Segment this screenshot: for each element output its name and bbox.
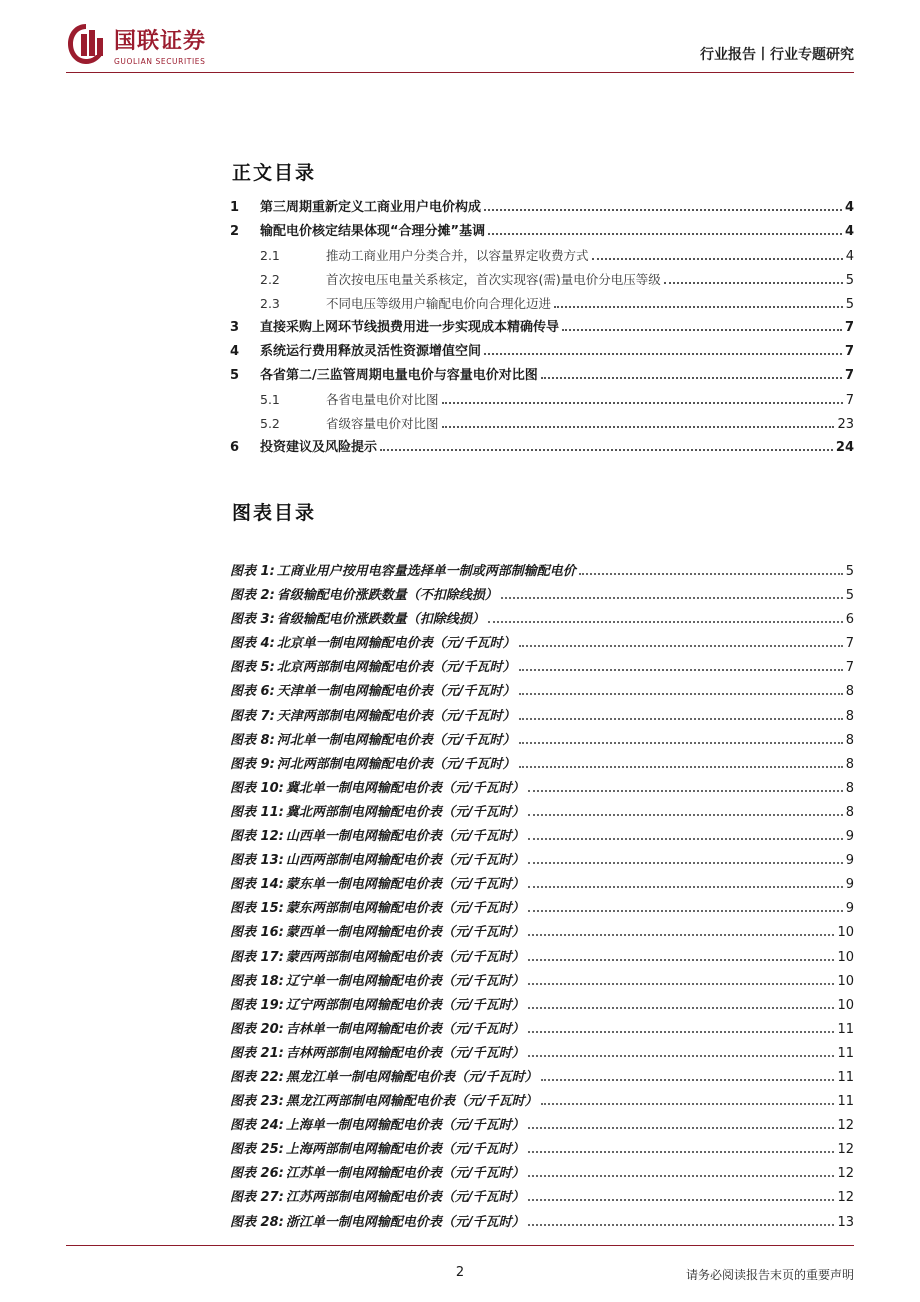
figure-entry-label: 图表 1: bbox=[230, 564, 275, 579]
figure-entry-page: 10 bbox=[837, 997, 854, 1013]
footer-divider bbox=[66, 1245, 854, 1246]
figure-entry[interactable] bbox=[230, 705, 854, 729]
figure-entry[interactable] bbox=[230, 680, 854, 704]
dot-leader bbox=[519, 645, 843, 647]
toc-entry-number: 1 bbox=[230, 200, 240, 215]
figure-entry[interactable] bbox=[230, 825, 854, 849]
figure-entry[interactable] bbox=[230, 632, 854, 656]
figure-entry-page: 8 bbox=[845, 732, 854, 748]
toc-entry-number: 6 bbox=[230, 440, 240, 455]
figure-entry-label: 图表 4: bbox=[230, 636, 275, 652]
figure-entry[interactable] bbox=[230, 1114, 854, 1138]
toc-entry-page: 4 bbox=[845, 249, 854, 264]
dot-leader bbox=[541, 1079, 835, 1081]
figure-entry-page: 8 bbox=[845, 756, 854, 772]
dot-leader bbox=[528, 983, 835, 985]
toc-entry-title: 输配电价核定结果体现“合理分摊”基调 bbox=[260, 224, 486, 239]
dot-leader bbox=[528, 1224, 835, 1226]
figure-entry-page: 8 bbox=[845, 708, 854, 724]
figure-entry-page: 9 bbox=[845, 853, 854, 869]
dot-leader bbox=[484, 353, 842, 355]
toc-entry-number: 2.1 bbox=[260, 248, 280, 263]
figure-entry[interactable] bbox=[230, 1138, 854, 1162]
toc-entry-page: 24 bbox=[835, 440, 854, 455]
figure-entry-label: 图表 23: bbox=[230, 1094, 284, 1110]
toc-entry[interactable] bbox=[230, 292, 854, 316]
figure-entry-label: 图表 10: bbox=[230, 780, 284, 796]
figure-entry-page: 8 bbox=[845, 804, 854, 820]
toc-entry-number: 3 bbox=[230, 320, 240, 335]
figure-entry-label: 图表 27: bbox=[230, 1190, 284, 1206]
figure-entry-label: 图表 20: bbox=[230, 1021, 284, 1037]
figure-entry-title: 河北两部制电网输配电价表（元/千瓦时） bbox=[276, 756, 516, 772]
dot-leader bbox=[528, 1031, 835, 1033]
figure-entry-title: 冀北两部制电网输配电价表（元/千瓦时） bbox=[285, 804, 525, 820]
header-divider bbox=[66, 72, 854, 73]
figure-entry-label: 图表 12: bbox=[230, 829, 284, 845]
figure-entry-label: 图表 3: bbox=[230, 612, 275, 628]
figure-entry-label: 图表 18: bbox=[230, 973, 284, 989]
toc-entry-title: 首次按电压电量关系核定，首次实现容(需)量电价分电压等级 bbox=[326, 272, 661, 287]
dot-leader bbox=[528, 886, 843, 888]
toc-entry[interactable] bbox=[230, 364, 854, 388]
figure-entry[interactable] bbox=[230, 849, 854, 873]
toc-entry-title: 系统运行费用释放灵活性资源增值空间 bbox=[260, 344, 482, 359]
figure-entry-title: 黑龙江两部制电网输配电价表（元/千瓦时） bbox=[285, 1094, 538, 1110]
figure-entry-label: 图表 22: bbox=[230, 1069, 284, 1085]
figure-entry[interactable] bbox=[230, 970, 854, 994]
figure-entry[interactable] bbox=[230, 1090, 854, 1114]
figure-entry[interactable] bbox=[230, 777, 854, 801]
toc-entry-title: 推动工商业用户分类合并，以容量界定收费方式 bbox=[326, 248, 589, 263]
figure-entry-page: 13 bbox=[837, 1214, 854, 1230]
figure-entry-page: 12 bbox=[837, 1118, 854, 1134]
figure-entry-page: 5 bbox=[845, 564, 854, 579]
toc-heading: 正文目录 bbox=[232, 162, 317, 184]
dot-leader bbox=[528, 838, 843, 840]
figure-entry-label: 图表 14: bbox=[230, 877, 284, 893]
figure-entry-page: 10 bbox=[837, 973, 854, 989]
figure-entry-label: 图表 25: bbox=[230, 1142, 284, 1158]
figure-entry-label: 图表 2: bbox=[230, 588, 275, 604]
toc-entry-page: 23 bbox=[837, 417, 854, 432]
toc-entry-page: 5 bbox=[845, 297, 854, 312]
toc-entry[interactable] bbox=[230, 340, 854, 364]
dot-leader bbox=[528, 1175, 835, 1177]
page-number: 2 bbox=[455, 1265, 465, 1280]
figure-entry[interactable] bbox=[230, 1018, 854, 1042]
figure-entry-page: 11 bbox=[837, 1021, 854, 1037]
toc-entry-page: 4 bbox=[844, 200, 854, 215]
dot-leader bbox=[519, 766, 843, 768]
toc-list bbox=[230, 196, 854, 460]
figure-entry-title: 天津两部制电网输配电价表（元/千瓦时） bbox=[276, 708, 516, 724]
figure-entry-page: 7 bbox=[845, 636, 854, 652]
figure-entry[interactable] bbox=[230, 1042, 854, 1066]
dot-leader bbox=[528, 862, 843, 864]
toc-entry[interactable] bbox=[230, 196, 854, 220]
toc-entry-title: 投资建议及风险提示 bbox=[260, 440, 378, 455]
figure-entry-title: 省级输配电价涨跌数量（扣除线损） bbox=[276, 612, 485, 628]
figure-entry-label: 图表 13: bbox=[230, 853, 284, 869]
figure-entry[interactable] bbox=[230, 946, 854, 970]
figure-entry[interactable] bbox=[230, 897, 854, 921]
toc-entry-number: 5.1 bbox=[260, 392, 280, 407]
toc-entry-page: 4 bbox=[844, 224, 854, 239]
toc-entry-title: 省级容量电价对比图 bbox=[326, 416, 439, 431]
figure-entry[interactable] bbox=[230, 656, 854, 680]
figure-entry-title: 山西单一制电网输配电价表（元/千瓦时） bbox=[285, 829, 525, 845]
figure-entry-label: 图表 24: bbox=[230, 1118, 284, 1134]
figure-entry-title: 上海单一制电网输配电价表（元/千瓦时） bbox=[285, 1118, 525, 1134]
toc-entry-number: 2.2 bbox=[260, 272, 280, 287]
figure-entry-title: 吉林两部制电网输配电价表（元/千瓦时） bbox=[285, 1045, 525, 1061]
toc-entry-title: 各省第二/三监管周期电量电价与容量电价对比图 bbox=[260, 368, 538, 383]
toc-entry[interactable] bbox=[230, 220, 854, 244]
figure-entry-title: 北京两部制电网输配电价表（元/千瓦时） bbox=[276, 660, 516, 676]
toc-entry-title: 直接采购上网环节线损费用进一步实现成本精确传导 bbox=[260, 320, 560, 335]
toc-entry-number: 5.2 bbox=[260, 416, 280, 431]
figure-entry-title: 冀北单一制电网输配电价表（元/千瓦时） bbox=[285, 780, 525, 796]
figure-entry-title: 天津单一制电网输配电价表（元/千瓦时） bbox=[276, 684, 516, 700]
toc-entry[interactable] bbox=[230, 244, 854, 268]
toc-entry[interactable] bbox=[230, 412, 854, 436]
figure-entry-page: 11 bbox=[837, 1069, 854, 1085]
figure-entry-title: 江苏单一制电网输配电价表（元/千瓦时） bbox=[285, 1166, 525, 1182]
figure-entry-page: 8 bbox=[845, 780, 854, 796]
figure-entry[interactable] bbox=[230, 1162, 854, 1186]
figure-entry-page: 12 bbox=[837, 1166, 854, 1182]
figure-entry-title: 辽宁单一制电网输配电价表（元/千瓦时） bbox=[285, 973, 525, 989]
figure-entry-title: 省级输配电价涨跌数量（不扣除线损） bbox=[276, 588, 498, 604]
figure-entry-label: 图表 5: bbox=[230, 660, 275, 676]
dot-leader bbox=[562, 329, 842, 331]
figure-entry-page: 6 bbox=[845, 612, 854, 628]
figures-heading: 图表目录 bbox=[232, 502, 317, 524]
figure-entry[interactable] bbox=[230, 873, 854, 897]
brand bbox=[114, 30, 206, 66]
figure-entry[interactable] bbox=[230, 801, 854, 825]
dot-leader bbox=[519, 669, 843, 671]
toc-entry-number: 2.3 bbox=[260, 296, 280, 311]
dot-leader bbox=[488, 621, 843, 623]
figure-entry-title: 浙江单一制电网输配电价表（元/千瓦时） bbox=[285, 1214, 525, 1230]
toc-entry-title: 各省电量电价对比图 bbox=[326, 392, 439, 407]
dot-leader bbox=[541, 377, 842, 379]
figure-entry[interactable] bbox=[230, 584, 854, 608]
figure-entry-label: 图表 28: bbox=[230, 1214, 284, 1230]
dot-leader bbox=[519, 718, 843, 720]
dot-leader bbox=[541, 1103, 835, 1105]
figure-entry[interactable] bbox=[230, 921, 854, 945]
dot-leader bbox=[519, 693, 843, 695]
figure-entry-title: 河北单一制电网输配电价表（元/千瓦时） bbox=[276, 732, 516, 748]
figure-entry[interactable] bbox=[230, 994, 854, 1018]
dot-leader bbox=[380, 449, 833, 451]
figure-entry-label: 图表 19: bbox=[230, 997, 284, 1013]
figure-entry-title: 上海两部制电网输配电价表（元/千瓦时） bbox=[285, 1142, 525, 1158]
figure-entry-page: 10 bbox=[837, 949, 854, 965]
figure-entry-label: 图表 26: bbox=[230, 1166, 284, 1182]
figure-entry-page: 9 bbox=[845, 829, 854, 845]
dot-leader bbox=[519, 742, 843, 744]
figure-entry-title: 蒙东两部制电网输配电价表（元/千瓦时） bbox=[285, 901, 525, 917]
dot-leader bbox=[442, 402, 843, 404]
figure-entry-label: 图表 21: bbox=[230, 1045, 284, 1061]
figure-entry-title: 吉林单一制电网输配电价表（元/千瓦时） bbox=[285, 1021, 525, 1037]
report-type: 行业报告丨行业专题研究 bbox=[700, 47, 854, 63]
brand-name-en: GUOLIAN SECURITIES bbox=[114, 57, 206, 66]
figure-entry-title: 黑龙江单一制电网输配电价表（元/千瓦时） bbox=[285, 1069, 538, 1085]
figure-entry-page: 10 bbox=[837, 925, 854, 941]
figure-entry-title: 蒙西两部制电网输配电价表（元/千瓦时） bbox=[285, 949, 525, 965]
dot-leader bbox=[528, 934, 835, 936]
disclaimer: 请务必阅读报告末页的重要声明 bbox=[685, 1268, 854, 1282]
figure-entry[interactable] bbox=[230, 729, 854, 753]
dot-leader bbox=[528, 1151, 835, 1153]
figure-entry[interactable] bbox=[230, 1066, 854, 1090]
figure-entry-title: 蒙东单一制电网输配电价表（元/千瓦时） bbox=[285, 877, 525, 893]
dot-leader bbox=[528, 790, 843, 792]
figure-entry-title: 工商业用户按用电容量选择单一制或两部制输配电价 bbox=[276, 564, 576, 579]
figures-list bbox=[230, 560, 854, 1235]
dot-leader bbox=[528, 1055, 835, 1057]
dot-leader bbox=[528, 1199, 835, 1201]
toc-entry-page: 7 bbox=[844, 344, 854, 359]
toc-entry-title: 不同电压等级用户输配电价向合理化迈进 bbox=[326, 296, 552, 311]
figure-entry-page: 11 bbox=[837, 1094, 854, 1110]
guolian-logo-icon bbox=[66, 22, 106, 66]
toc-entry[interactable] bbox=[230, 388, 854, 412]
brand-name-cn: 国联证券 bbox=[114, 29, 207, 54]
figure-entry-label: 图表 7: bbox=[230, 708, 275, 724]
figure-entry[interactable] bbox=[230, 560, 854, 584]
toc-entry[interactable] bbox=[230, 436, 854, 460]
toc-entry-title: 第三周期重新定义工商业用户电价构成 bbox=[260, 200, 482, 215]
figure-entry[interactable] bbox=[230, 1186, 854, 1210]
figure-entry-title: 山西两部制电网输配电价表（元/千瓦时） bbox=[285, 853, 525, 869]
figure-entry[interactable] bbox=[230, 608, 854, 632]
figure-entry-label: 图表 8: bbox=[230, 732, 275, 748]
dot-leader bbox=[528, 1127, 835, 1129]
figure-entry-label: 图表 16: bbox=[230, 925, 284, 941]
figure-entry-page: 5 bbox=[845, 588, 854, 604]
figure-entry-page: 9 bbox=[845, 901, 854, 917]
figure-entry-title: 辽宁两部制电网输配电价表（元/千瓦时） bbox=[285, 997, 525, 1013]
toc-entry-page: 5 bbox=[845, 273, 854, 288]
dot-leader bbox=[528, 959, 835, 961]
figure-entry-page: 7 bbox=[845, 660, 854, 676]
figure-entry-page: 12 bbox=[837, 1190, 854, 1206]
figure-entry[interactable] bbox=[230, 753, 854, 777]
dot-leader bbox=[442, 426, 835, 428]
dot-leader bbox=[554, 306, 843, 308]
dot-leader bbox=[484, 209, 842, 211]
toc-entry[interactable] bbox=[230, 316, 854, 340]
dot-leader bbox=[592, 258, 843, 260]
figure-entry-title: 江苏两部制电网输配电价表（元/千瓦时） bbox=[285, 1190, 525, 1206]
dot-leader bbox=[528, 1007, 835, 1009]
toc-entry-number: 4 bbox=[230, 344, 240, 359]
figure-entry-label: 图表 17: bbox=[230, 949, 284, 965]
figure-entry-label: 图表 9: bbox=[230, 756, 275, 772]
figure-entry-title: 蒙西单一制电网输配电价表（元/千瓦时） bbox=[285, 925, 525, 941]
figure-entry-page: 12 bbox=[837, 1142, 854, 1158]
figure-entry-label: 图表 15: bbox=[230, 901, 284, 917]
figure-entry-page: 8 bbox=[845, 684, 854, 700]
dot-leader bbox=[528, 910, 843, 912]
figure-entry[interactable] bbox=[230, 1211, 854, 1235]
figure-entry-label: 图表 11: bbox=[230, 804, 284, 820]
toc-entry-page: 7 bbox=[844, 320, 854, 335]
toc-entry-page: 7 bbox=[845, 393, 854, 408]
dot-leader bbox=[488, 233, 842, 235]
dot-leader bbox=[664, 282, 843, 284]
figure-entry-page: 9 bbox=[845, 877, 854, 893]
figure-entry-title: 北京单一制电网输配电价表（元/千瓦时） bbox=[276, 636, 516, 652]
toc-entry-page: 7 bbox=[844, 368, 854, 383]
figure-entry-page: 11 bbox=[837, 1045, 854, 1061]
dot-leader bbox=[579, 573, 843, 575]
toc-entry[interactable] bbox=[230, 268, 854, 292]
toc-entry-number: 2 bbox=[230, 224, 240, 239]
dot-leader bbox=[528, 814, 843, 816]
figure-entry-label: 图表 6: bbox=[230, 684, 275, 700]
dot-leader bbox=[501, 597, 843, 599]
toc-entry-number: 5 bbox=[230, 368, 240, 383]
